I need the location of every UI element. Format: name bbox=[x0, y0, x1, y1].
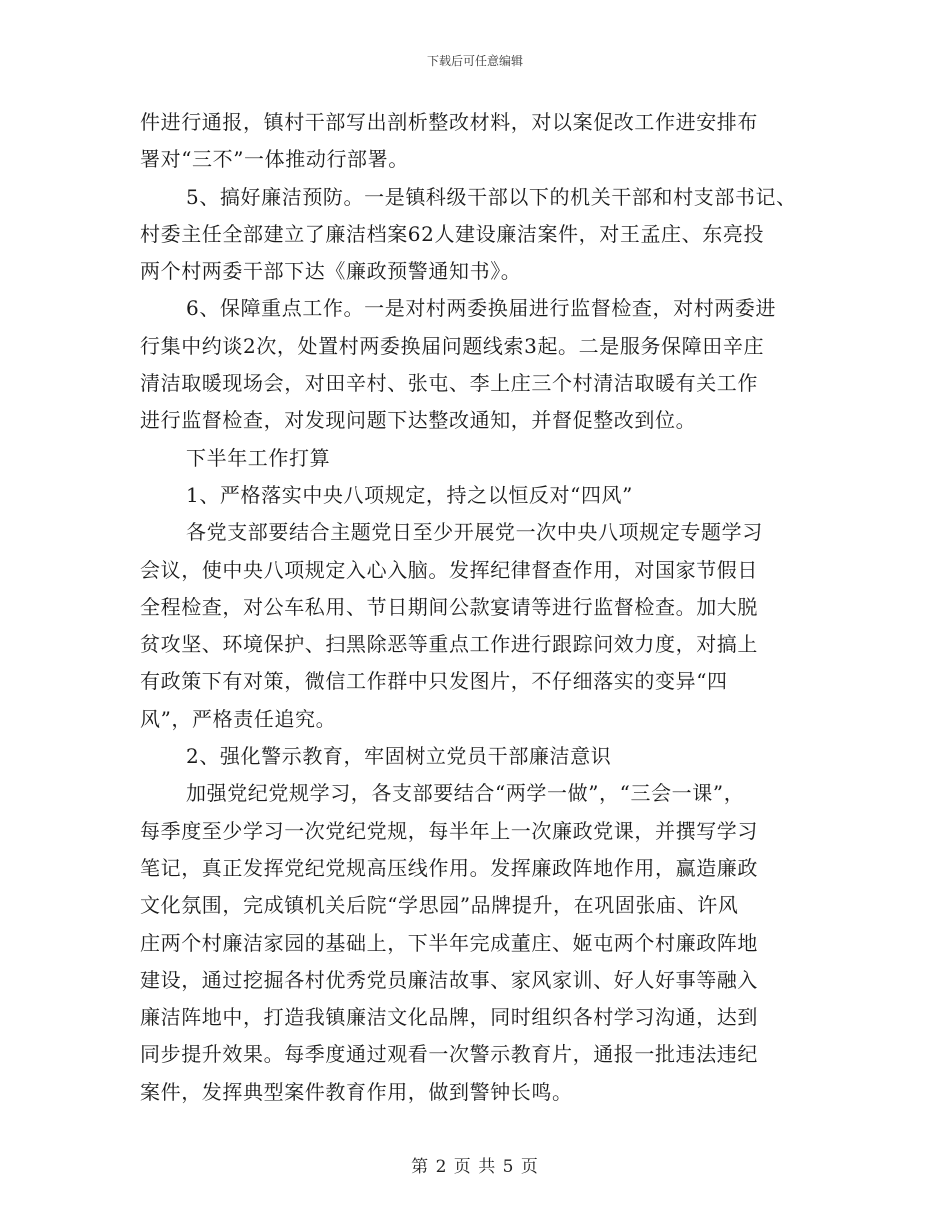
text-line: 全程检查，对公车私用、节日期间公款宴请等进行监督检查。加大脱 bbox=[140, 594, 758, 619]
text-line: 村委主任全部建立了廉洁档案62人建设廉洁案件，对王孟庄、东亮投 bbox=[140, 221, 765, 246]
text-line: 1、严格落实中央八项规定，持之以恒反对“四风” bbox=[186, 482, 633, 507]
text-line: 行集中约谈2次，处置村两委换届问题线索3起。二是服务保障田辛庄 bbox=[140, 333, 765, 358]
text-line: 署对“三不”一体推动行部署。 bbox=[140, 147, 409, 172]
text-line: 庄两个村廉洁家园的基础上，下半年完成董庄、姬屯两个村廉政阵地 bbox=[140, 930, 758, 955]
text-line: 笔记，真正发挥党纪党规高压线作用。发挥廉政阵地作用，赢造廉政 bbox=[140, 855, 758, 880]
page-header: 下载后可任意编辑 bbox=[426, 54, 523, 68]
text-line: 每季度至少学习一次党纪党规，每半年上一次廉政党课，并撰写学习 bbox=[140, 818, 758, 843]
text-line: 会议，使中央八项规定入心入脑。发挥纪律督查作用，对国家节假日 bbox=[140, 557, 758, 582]
text-line: 件进行通报，镇村干部写出剖析整改材料，对以案促改工作进安排布 bbox=[140, 110, 758, 134]
text-line: 案件，发挥典型案件教育作用，做到警钟长鸣。 bbox=[140, 1079, 573, 1104]
page-footer: 第 2 页 共 5 页 bbox=[411, 1157, 539, 1177]
text-line: 两个村两委干部下达《廉政预警通知书》。 bbox=[140, 259, 522, 284]
text-line: 6、保障重点工作。一是对村两委换届进行监督检查，对村两委进 bbox=[186, 296, 777, 321]
text-line: 各党支部要结合主题党日至少开展党一次中央八项规定专题学习 bbox=[186, 520, 763, 545]
text-line: 加强党纪党规学习，各支部要结合“两学一做”，“三会一课”， bbox=[186, 781, 745, 806]
text-line: 5、搞好廉洁预防。一是镇科级干部以下的机关干部和村支部书记、 bbox=[186, 184, 797, 209]
text-line: 廉洁阵地中，打造我镇廉洁文化品牌，同时组织各村学习沟通，达到 bbox=[140, 1005, 758, 1030]
text-line: 风”，严格责任追究。 bbox=[140, 706, 337, 731]
text-line: 下半年工作打算 bbox=[186, 445, 331, 470]
text-line: 贫攻坚、环境保护、扫黑除恶等重点工作进行跟踪问效力度，对搞上 bbox=[140, 632, 758, 657]
text-line: 建设，通过挖掘各村优秀党员廉洁故事、家风家训、好人好事等融入 bbox=[140, 967, 758, 992]
text-line: 文化氛围，完成镇机关后院“学思园”品牌提升，在巩固张庙、许风 bbox=[140, 893, 739, 918]
text-line: 2、强化警示教育，牢固树立党员干部廉洁意识 bbox=[186, 744, 612, 769]
text-line: 同步提升效果。每季度通过观看一次警示教育片，通报一批违法违纪 bbox=[140, 1042, 758, 1067]
text-line: 清洁取暖现场会，对田辛村、张屯、李上庄三个村清洁取暖有关工作 bbox=[140, 371, 758, 396]
text-line: 进行监督检查，对发现问题下达整改通知，并督促整改到位。 bbox=[140, 408, 697, 433]
document-body bbox=[140, 104, 830, 1111]
text-line: 有政策下有对策，微信工作群中只发图片，不仔细落实的变异“四 bbox=[140, 669, 728, 694]
